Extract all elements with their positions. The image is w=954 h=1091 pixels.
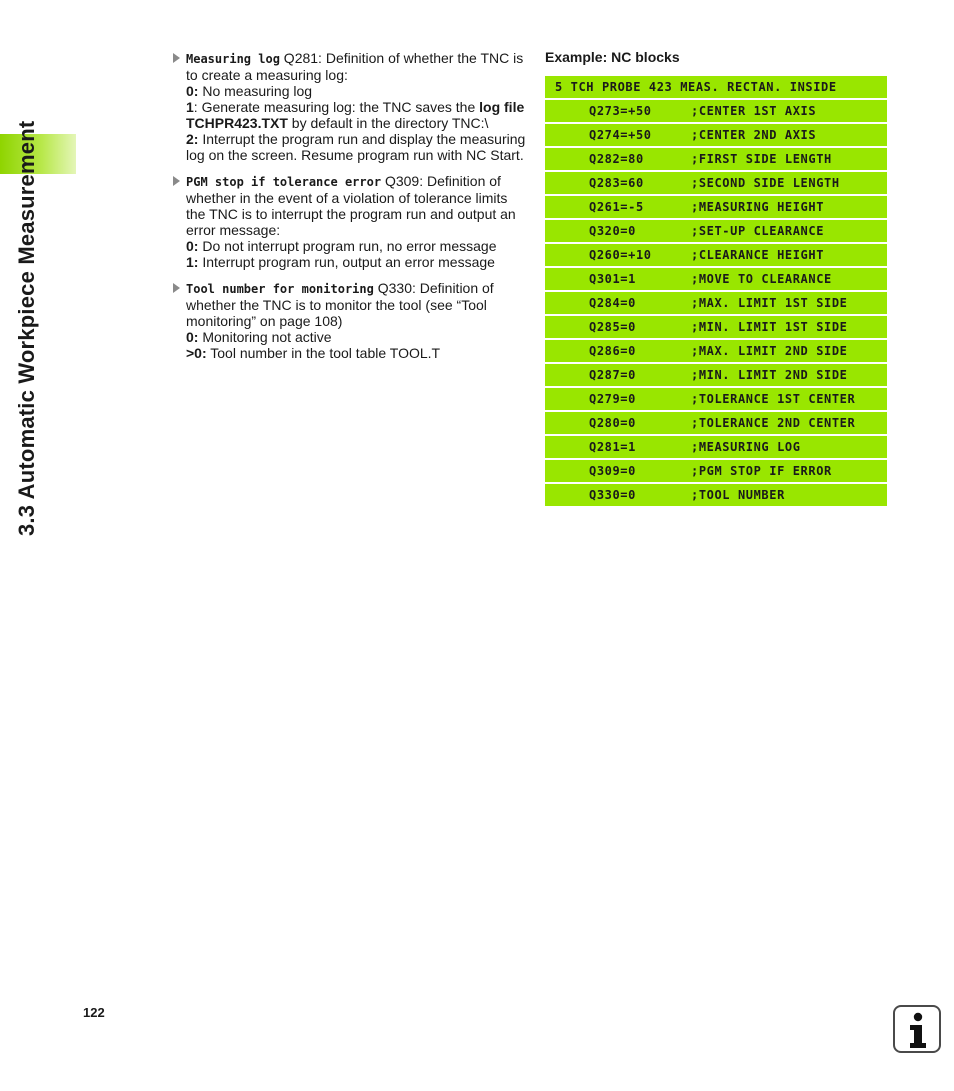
nc-block-row bbox=[545, 412, 887, 434]
nc-comment: ;MEASURING LOG bbox=[691, 440, 801, 454]
nc-q-parameter: Q283=60 bbox=[589, 176, 644, 190]
nc-block-row bbox=[545, 268, 887, 290]
nc-comment: ;MEASURING HEIGHT bbox=[691, 200, 825, 214]
nc-comment: ;CLEARANCE HEIGHT bbox=[691, 248, 825, 262]
nc-block-row bbox=[545, 172, 887, 194]
nc-block-row bbox=[545, 340, 887, 362]
param-intro: Q281: Definition of whether the TNC is to create a measuring log: bbox=[186, 50, 524, 83]
nc-comment: ;MAX. LIMIT 2ND SIDE bbox=[691, 344, 848, 358]
nc-block-row bbox=[545, 484, 887, 506]
nc-q-parameter: Q282=80 bbox=[589, 152, 644, 166]
nc-q-parameter: Q273=+50 bbox=[589, 104, 652, 118]
nc-block-row bbox=[545, 316, 887, 338]
option-text: Interrupt the program run and display the measuring log on the screen. Resume program run with NC Start. bbox=[186, 131, 526, 163]
nc-q-parameter: Q274=+50 bbox=[589, 128, 652, 142]
nc-block-row bbox=[545, 244, 887, 266]
nc-q-parameter: Q301=1 bbox=[589, 272, 636, 286]
nc-q-parameter: Q280=0 bbox=[589, 416, 636, 430]
param-name: PGM stop if tolerance error bbox=[186, 175, 382, 189]
nc-comment: ;SET-UP CLEARANCE bbox=[691, 224, 825, 238]
nc-block-row bbox=[545, 148, 887, 170]
nc-block-row bbox=[545, 460, 887, 482]
option-text: Monitoring not active bbox=[198, 329, 332, 345]
nc-block-row bbox=[545, 292, 887, 314]
nc-comment: ;CENTER 2ND AXIS bbox=[691, 128, 817, 142]
nc-comment: ;TOOL NUMBER bbox=[691, 488, 785, 502]
option-key: 1: bbox=[186, 254, 199, 270]
triangle-arrow-icon bbox=[173, 283, 180, 293]
nc-q-parameter: Q281=1 bbox=[589, 440, 636, 454]
option-key: >0: bbox=[186, 345, 207, 361]
nc-q-parameter: Q260=+10 bbox=[589, 248, 652, 262]
param-intro: Q309: Definition of whether in the event of a violation of tolerance limits the TNC is to interrupt the program run and output an error message: bbox=[186, 173, 516, 238]
nc-block-row bbox=[545, 436, 887, 458]
option-text: No measuring log bbox=[198, 83, 313, 99]
info-icon bbox=[893, 1005, 941, 1053]
nc-q-parameter: Q284=0 bbox=[589, 296, 636, 310]
example-title: Example: NC blocks bbox=[545, 49, 680, 65]
option-text: Interrupt program run, output an error message bbox=[198, 254, 495, 270]
nc-q-parameter: Q309=0 bbox=[589, 464, 636, 478]
option-key: 0: bbox=[186, 238, 199, 254]
param-pgm-stop bbox=[172, 173, 528, 270]
triangle-arrow-icon bbox=[173, 53, 180, 63]
nc-q-parameter: Q320=0 bbox=[589, 224, 636, 238]
nc-block-row bbox=[545, 220, 887, 242]
nc-comment: ;FIRST SIDE LENGTH bbox=[691, 152, 832, 166]
option-text: Tool number in the tool table TOOL.T bbox=[206, 345, 441, 361]
nc-comment: ;TOLERANCE 1ST CENTER bbox=[691, 392, 856, 406]
nc-q-parameter: Q287=0 bbox=[589, 368, 636, 382]
chapter-title: 3.3 Automatic Workpiece Measurement bbox=[14, 120, 39, 536]
nc-blocks-table bbox=[545, 76, 887, 508]
option-key: 0: bbox=[186, 83, 199, 99]
nc-block-row bbox=[545, 364, 887, 386]
nc-q-parameter: Q279=0 bbox=[589, 392, 636, 406]
param-measuring-log bbox=[172, 50, 528, 163]
nc-comment: ;SECOND SIDE LENGTH bbox=[691, 176, 840, 190]
param-intro: Q330: Definition of whether the TNC is to monitor the tool (see “Tool monitoring” on page 108) bbox=[186, 280, 494, 329]
nc-block-row bbox=[545, 76, 887, 98]
param-name: Tool number for monitoring bbox=[186, 282, 374, 296]
log-file-name: TCHPR423.TXT bbox=[186, 115, 288, 131]
option-text: : Generate measuring log: the TNC saves the bbox=[193, 99, 480, 115]
nc-block-row bbox=[545, 388, 887, 410]
log-file-label: log file bbox=[479, 99, 525, 115]
nc-comment: ;MIN. LIMIT 1ST SIDE bbox=[691, 320, 848, 334]
nc-comment: ;PGM STOP IF ERROR bbox=[691, 464, 832, 478]
nc-q-parameter: Q330=0 bbox=[589, 488, 636, 502]
option-text: Do not interrupt program run, no error message bbox=[198, 238, 497, 254]
option-key: 1 bbox=[186, 99, 194, 115]
option-key: 2: bbox=[186, 131, 199, 147]
nc-q-parameter: Q286=0 bbox=[589, 344, 636, 358]
nc-q-parameter: Q285=0 bbox=[589, 320, 636, 334]
nc-q-parameter: Q261=-5 bbox=[589, 200, 644, 214]
option-key: 0: bbox=[186, 329, 199, 345]
nc-block-first-line: 5 TCH PROBE 423 MEAS. RECTAN. INSIDE bbox=[555, 80, 837, 94]
triangle-arrow-icon bbox=[173, 176, 180, 186]
info-glyph bbox=[895, 1007, 939, 1051]
nc-block-row bbox=[545, 100, 887, 122]
nc-comment: ;CENTER 1ST AXIS bbox=[691, 104, 817, 118]
page-number: 122 bbox=[83, 1005, 105, 1020]
nc-comment: ;MOVE TO CLEARANCE bbox=[691, 272, 832, 286]
nc-block-row bbox=[545, 124, 887, 146]
nc-comment: ;MAX. LIMIT 1ST SIDE bbox=[691, 296, 848, 310]
parameter-descriptions bbox=[172, 50, 528, 371]
nc-block-row bbox=[545, 196, 887, 218]
option-text: by default in the directory TNC:\ bbox=[287, 115, 489, 131]
param-tool-number bbox=[172, 280, 528, 361]
param-name: Measuring log bbox=[186, 52, 280, 66]
nc-comment: ;MIN. LIMIT 2ND SIDE bbox=[691, 368, 848, 382]
nc-comment: ;TOLERANCE 2ND CENTER bbox=[691, 416, 856, 430]
